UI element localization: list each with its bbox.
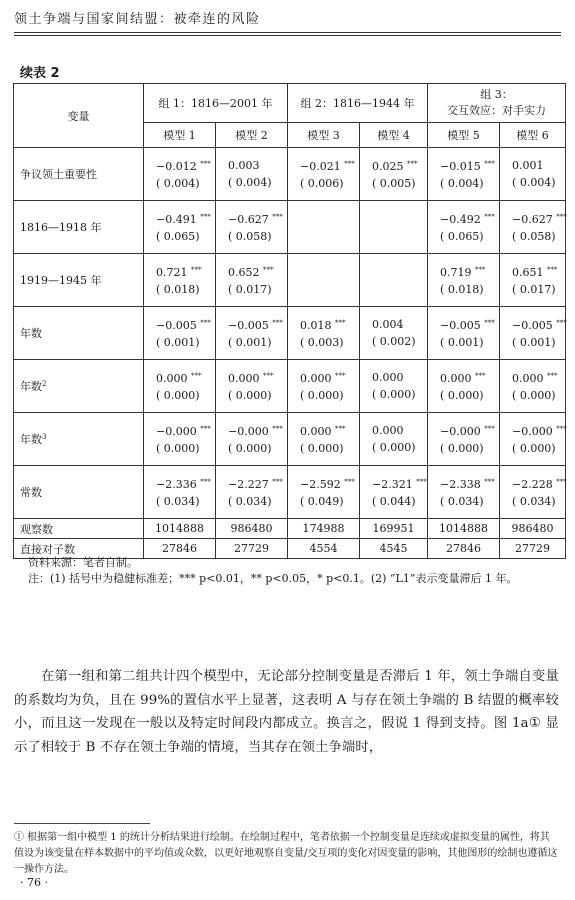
body-paragraph: 在第一组和第二组共计四个模型中，无论部分控制变量是否滞后 1 年，领土争端自变量的系数均为负，且在 99%的置信水平上显著，这表明 A 与存在领土争端的 B 结盟的概率较小，而且这一发现在一般以及特定时间段内都成立。换言之，假说 1 得到支持。图 1a① 显示了相较于 B 不存在领土争端的情境，当其存在领土争端时， xyxy=(14,669,559,755)
coefficient: 0.000 xyxy=(156,372,188,385)
table-notes xyxy=(28,555,558,587)
count-cell: 27729 xyxy=(500,539,566,559)
standard-error: ( 0.058) xyxy=(228,230,272,243)
model-header: 模型 3 xyxy=(288,123,360,148)
standard-error: ( 0.004) xyxy=(512,176,556,189)
table-cell xyxy=(144,254,216,307)
coefficient: −0.000 xyxy=(228,425,269,438)
row-label-exponent: 2 xyxy=(42,380,47,388)
table-cell xyxy=(360,413,428,466)
count-cell: 1014888 xyxy=(428,519,500,539)
coefficient: 0.025 xyxy=(372,160,404,173)
table-cell xyxy=(360,307,428,360)
running-header xyxy=(14,8,561,33)
table-cell xyxy=(288,254,360,307)
coefficient: 0.719 xyxy=(440,266,472,279)
model-header: 模型 6 xyxy=(500,123,566,148)
significance-stars: *** xyxy=(556,213,567,221)
significance-stars: *** xyxy=(416,478,427,486)
table-cell xyxy=(216,201,288,254)
coefficient: 0.000 xyxy=(300,372,332,385)
table-cell xyxy=(428,466,500,519)
count-cell: 1014888 xyxy=(144,519,216,539)
count-cell: 986480 xyxy=(500,519,566,539)
header-double-rule xyxy=(14,35,561,36)
significance-stars: *** xyxy=(272,319,283,327)
coefficient: 0.000 xyxy=(372,371,404,384)
table-cell xyxy=(428,148,500,201)
model-header: 模型 4 xyxy=(360,123,428,148)
significance-stars: *** xyxy=(200,478,211,486)
significance-stars: *** xyxy=(335,425,346,433)
standard-error: ( 0.000) xyxy=(372,388,416,401)
table-group-header-row xyxy=(14,84,566,123)
standard-error: ( 0.044) xyxy=(372,495,416,508)
source-note: 资料来源：笔者自制。 xyxy=(28,556,138,569)
count-cell: 169951 xyxy=(360,519,428,539)
coefficient: −2.592 xyxy=(300,478,341,491)
significance-stars: *** xyxy=(556,425,567,433)
footnote-rule xyxy=(14,823,150,824)
significance-stars: *** xyxy=(344,160,355,168)
variable-header: 变量 xyxy=(14,84,144,148)
row-label-exponent: 3 xyxy=(42,433,47,441)
significance-stars: *** xyxy=(191,372,202,380)
table-cell xyxy=(144,360,216,413)
row-label: 争议领土重要性 xyxy=(14,148,144,201)
significance-stars: *** xyxy=(547,372,558,380)
significance-stars: *** xyxy=(484,478,495,486)
model-header: 模型 5 xyxy=(428,123,500,148)
regression-table xyxy=(13,83,566,559)
table-row xyxy=(14,360,566,413)
row-label: 常数 xyxy=(14,466,144,519)
standard-error: ( 0.000) xyxy=(372,441,416,454)
model-header: 模型 2 xyxy=(216,123,288,148)
table-cell xyxy=(288,360,360,413)
standard-error: ( 0.000) xyxy=(228,442,272,455)
coefficient: 0.000 xyxy=(512,372,544,385)
coefficient: 0.003 xyxy=(228,159,260,172)
count-cell: 27846 xyxy=(144,539,216,559)
row-label: 年数$^2$ xyxy=(14,360,144,413)
coefficient: −2.227 xyxy=(228,478,269,491)
standard-error: ( 0.000) xyxy=(440,389,484,402)
significance-stars: *** xyxy=(272,213,283,221)
significance-note: 注：(1) 括号中为稳健标准差；*** p<0.01，** p<0.05，* p<0.1。(2) “L1”表示变量滞后 1 年。 xyxy=(28,572,518,585)
standard-error: ( 0.003) xyxy=(300,336,344,349)
table-cell xyxy=(144,466,216,519)
group-3-header xyxy=(428,84,566,123)
table-row xyxy=(14,307,566,360)
standard-error: ( 0.002) xyxy=(372,335,416,348)
table-cell xyxy=(288,307,360,360)
standard-error: ( 0.000) xyxy=(156,442,200,455)
coefficient: 0.000 xyxy=(372,424,404,437)
table-cell xyxy=(288,201,360,254)
significance-stars: *** xyxy=(263,372,274,380)
significance-stars: *** xyxy=(335,372,346,380)
group-3-header-line2: 交互效应：对手实力 xyxy=(447,104,547,117)
table-cell xyxy=(500,201,566,254)
table-cell xyxy=(288,413,360,466)
coefficient: −0.627 xyxy=(228,213,269,226)
standard-error: ( 0.000) xyxy=(156,389,200,402)
significance-stars: *** xyxy=(200,425,211,433)
row-label: 年数$^3$ xyxy=(14,413,144,466)
coefficient: −2.336 xyxy=(156,478,197,491)
table-caption: 续表 2 xyxy=(20,66,60,81)
standard-error: ( 0.034) xyxy=(440,495,484,508)
coefficient: −0.492 xyxy=(440,213,481,226)
table-cell xyxy=(360,148,428,201)
table-cell xyxy=(288,148,360,201)
standard-error: ( 0.005) xyxy=(372,177,416,190)
significance-stars: *** xyxy=(475,372,486,380)
coefficient: 0.000 xyxy=(300,425,332,438)
standard-error: ( 0.001) xyxy=(228,336,272,349)
table-cell xyxy=(144,307,216,360)
group-1-header: 组 1：1816—2001 年 xyxy=(144,84,288,123)
standard-error: ( 0.049) xyxy=(300,495,344,508)
coefficient: −0.005 xyxy=(512,319,553,332)
significance-stars: *** xyxy=(407,160,418,168)
row-label: 直接对子数 xyxy=(14,539,144,559)
significance-stars: *** xyxy=(200,160,211,168)
table-cell xyxy=(360,466,428,519)
significance-stars: *** xyxy=(556,319,567,327)
significance-stars: *** xyxy=(484,319,495,327)
model-header: 模型 1 xyxy=(144,123,216,148)
standard-error: ( 0.000) xyxy=(300,389,344,402)
table-cell xyxy=(500,148,566,201)
standard-error: ( 0.034) xyxy=(228,495,272,508)
table-cell xyxy=(428,201,500,254)
table-cell xyxy=(360,360,428,413)
page-number: · 76 · xyxy=(20,876,48,889)
coefficient: −2.338 xyxy=(440,478,481,491)
standard-error: ( 0.065) xyxy=(440,230,484,243)
coefficient: 0.018 xyxy=(300,319,332,332)
table-cell xyxy=(360,254,428,307)
footnote: ① 根据第一组中模型 1 的统计分析结果进行绘制。在绘制过程中，笔者依据一个控制变量是连续或虚拟变量的属性，将其值设为该变量在样本数据中的平均值或众数，以更好地观察自变量/交互项的变化对因变量的影响，其他图形的绘制也遵循这一操作方法。 xyxy=(14,832,558,875)
significance-stars: *** xyxy=(200,213,211,221)
table-cell xyxy=(288,466,360,519)
count-cell: 4545 xyxy=(360,539,428,559)
table-cell xyxy=(500,254,566,307)
table-row xyxy=(14,413,566,466)
row-label: 1816—1918 年 xyxy=(14,201,144,254)
coefficient: −0.000 xyxy=(156,425,197,438)
standard-error: ( 0.000) xyxy=(440,442,484,455)
table-cell xyxy=(428,254,500,307)
significance-stars: *** xyxy=(556,478,567,486)
significance-stars: *** xyxy=(344,478,355,486)
standard-error: ( 0.001) xyxy=(512,336,556,349)
significance-stars: *** xyxy=(484,160,495,168)
standard-error: ( 0.034) xyxy=(512,495,556,508)
table-cell xyxy=(360,201,428,254)
table-cell xyxy=(216,466,288,519)
table-cell xyxy=(144,201,216,254)
running-header-title: 领土争端与国家间结盟：被牵连的风险 xyxy=(14,12,261,27)
table-cell xyxy=(428,413,500,466)
standard-error: ( 0.004) xyxy=(156,177,200,190)
coefficient: 0.651 xyxy=(512,266,544,279)
count-cell: 27729 xyxy=(216,539,288,559)
standard-error: ( 0.001) xyxy=(440,336,484,349)
standard-error: ( 0.000) xyxy=(300,442,344,455)
coefficient: −2.321 xyxy=(372,478,413,491)
standard-error: ( 0.000) xyxy=(228,389,272,402)
coefficient: −0.005 xyxy=(440,319,481,332)
standard-error: ( 0.018) xyxy=(156,283,200,296)
table-cell xyxy=(428,307,500,360)
standard-error: ( 0.006) xyxy=(300,177,344,190)
significance-stars: *** xyxy=(484,213,495,221)
standard-error: ( 0.017) xyxy=(512,283,556,296)
table-row xyxy=(14,201,566,254)
table-cell xyxy=(428,360,500,413)
standard-error: ( 0.034) xyxy=(156,495,200,508)
coefficient: 0.721 xyxy=(156,266,188,279)
standard-error: ( 0.017) xyxy=(228,283,272,296)
count-cell: 174988 xyxy=(288,519,360,539)
table-cell xyxy=(216,413,288,466)
row-label: 年数 xyxy=(14,307,144,360)
coefficient: −2.228 xyxy=(512,478,553,491)
table-row xyxy=(14,254,566,307)
standard-error: ( 0.018) xyxy=(440,283,484,296)
coefficient: 0.000 xyxy=(440,372,472,385)
standard-error: ( 0.001) xyxy=(156,336,200,349)
coefficient: −0.015 xyxy=(440,160,481,173)
table-cell xyxy=(216,360,288,413)
standard-error: ( 0.000) xyxy=(512,442,556,455)
significance-stars: *** xyxy=(475,266,486,274)
group-2-header: 组 2：1816—1944 年 xyxy=(288,84,428,123)
significance-stars: *** xyxy=(200,319,211,327)
coefficient: −0.021 xyxy=(300,160,341,173)
table-cell xyxy=(500,360,566,413)
significance-stars: *** xyxy=(547,266,558,274)
significance-stars: *** xyxy=(335,319,346,327)
significance-stars: *** xyxy=(484,425,495,433)
coefficient: 0.000 xyxy=(228,372,260,385)
coefficient: −0.012 xyxy=(156,160,197,173)
table-cell xyxy=(216,307,288,360)
significance-stars: *** xyxy=(191,266,202,274)
table-cell xyxy=(500,466,566,519)
table-cell xyxy=(500,307,566,360)
table-row-observations xyxy=(14,519,566,539)
standard-error: ( 0.000) xyxy=(512,389,556,402)
significance-stars: *** xyxy=(272,478,283,486)
standard-error: ( 0.065) xyxy=(156,230,200,243)
significance-stars: *** xyxy=(263,266,274,274)
table-cell xyxy=(216,148,288,201)
coefficient: −0.000 xyxy=(440,425,481,438)
table-cell xyxy=(144,413,216,466)
table-row xyxy=(14,148,566,201)
row-label: 观察数 xyxy=(14,519,144,539)
table-cell xyxy=(144,148,216,201)
count-cell: 27846 xyxy=(428,539,500,559)
standard-error: ( 0.004) xyxy=(440,177,484,190)
count-cell: 986480 xyxy=(216,519,288,539)
table-row xyxy=(14,466,566,519)
coefficient: −0.491 xyxy=(156,213,197,226)
coefficient: 0.001 xyxy=(512,159,544,172)
table-cell xyxy=(216,254,288,307)
coefficient: 0.652 xyxy=(228,266,260,279)
coefficient: 0.004 xyxy=(372,318,404,331)
coefficient: −0.005 xyxy=(156,319,197,332)
coefficient: −0.000 xyxy=(512,425,553,438)
standard-error: ( 0.004) xyxy=(228,176,272,189)
row-label: 1919—1945 年 xyxy=(14,254,144,307)
standard-error: ( 0.058) xyxy=(512,230,556,243)
table-cell xyxy=(500,413,566,466)
coefficient: −0.627 xyxy=(512,213,553,226)
count-cell: 4554 xyxy=(288,539,360,559)
group-3-header-line1: 组 3： xyxy=(480,88,513,101)
coefficient: −0.005 xyxy=(228,319,269,332)
significance-stars: *** xyxy=(272,425,283,433)
